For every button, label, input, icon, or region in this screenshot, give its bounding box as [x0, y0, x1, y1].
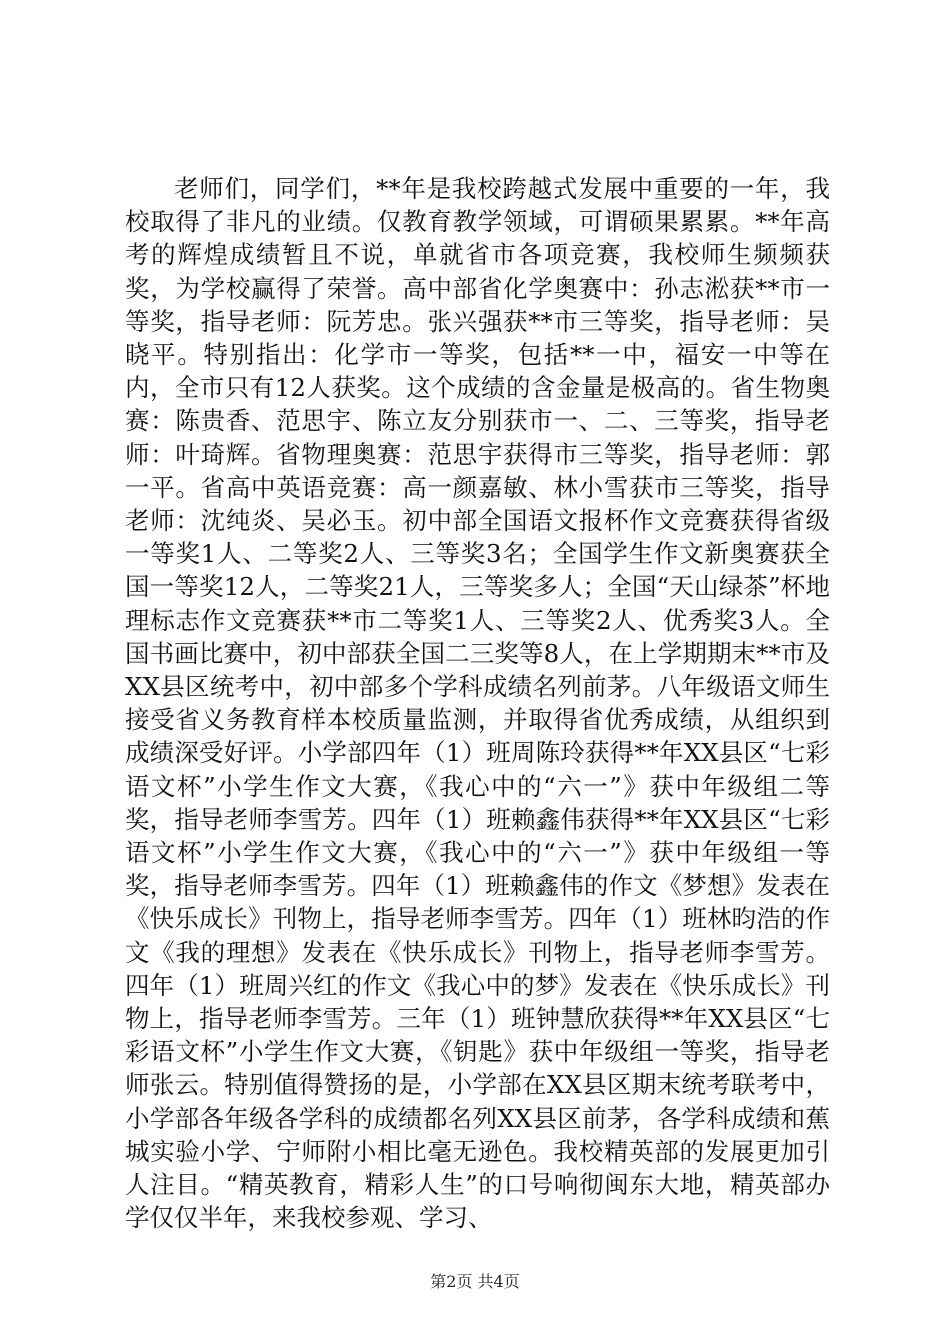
body-paragraph: 老师们，同学们，**年是我校跨越式发展中重要的一年，我校取得了非凡的业绩。仅教育教学领域，可谓硕果累累。**年高考的辉煌成绩暂且不说，单就省市各项竞赛，我校师生频频获奖，为学校赢得了荣誉。高中部省化学奥赛中：孙志淞获**市一等奖，指导老师：阮芳忠。张兴强获**市三等奖，指导老师：吴晓平。特别指出：化学市一等奖，包括**一中，福安一中等在内，全市只有12人获奖。这个成绩的含金量是极高的。省生物奥赛：陈贵香、范思宇、陈立友分别获市一、二、三等奖，指导老师：叶琦辉。省物理奥赛：范思宇获得市三等奖，指导老师：郭一平。省高中英语竞赛：高一颜嘉敏、林小雪获市三等奖，指导老师：沈纯炎、吴必玉。初中部全国语文报杯作文竞赛获得省级一等奖1人、二等奖2人、三等奖3名；全国学生作文新奥赛获全国一等奖12人，二等奖21人，三等奖多人；全国“天山绿茶”杯地理标志作文竞赛获**市二等奖1人、三等奖2人、优秀奖3人。全国书画比赛中，初中部获全国二三奖等8人，在上学期期末**市及XX县区统考中，初中部多个学科成绩名列前茅。八年级语文师生接受省义务教育样本校质量监测，并取得省优秀成绩，从组织到成绩深受好评。小学部四年（1）班周陈玲获得**年XX县区“七彩语文杯”小学生作文大赛，《我心中的“六一”》获中年级组二等奖，指导老师李雪芳。四年（1）班赖鑫伟获得**年XX县区“七彩语文杯”小学生作文大赛，《我心中的“六一”》获中年级组一等奖，指导老师李雪芳。四年（1）班赖鑫伟的作文《梦想》发表在《快乐成长》刊物上，指导老师李雪芳。四年（1）班林昀浩的作文《我的理想》发表在《快乐成长》刊物上，指导老师李雪芳。四年（1）班周兴红的作文《我心中的梦》发表在《快乐成长》刊物上，指导老师李雪芳。三年（1）班钟慧欣获得**年XX县区“七彩语文杯”小学生作文大赛，《钥匙》获中年级组一等奖，指导老师张云。特别值得赞扬的是，小学部在XX县区期末统考联考中，小学部各年级各学科的成绩都名列XX县区前茅，各学科成绩和蕉城实验小学、宁师附小相比毫无逊色。我校精英部的发展更加引人注目。“精英教育，精彩人生”的口号响彻闽东大地，精英部办学仅仅半年，来我校参观、学习、	[125, 174, 830, 1233]
page-footer: 第2页 共4页	[430, 1272, 520, 1291]
